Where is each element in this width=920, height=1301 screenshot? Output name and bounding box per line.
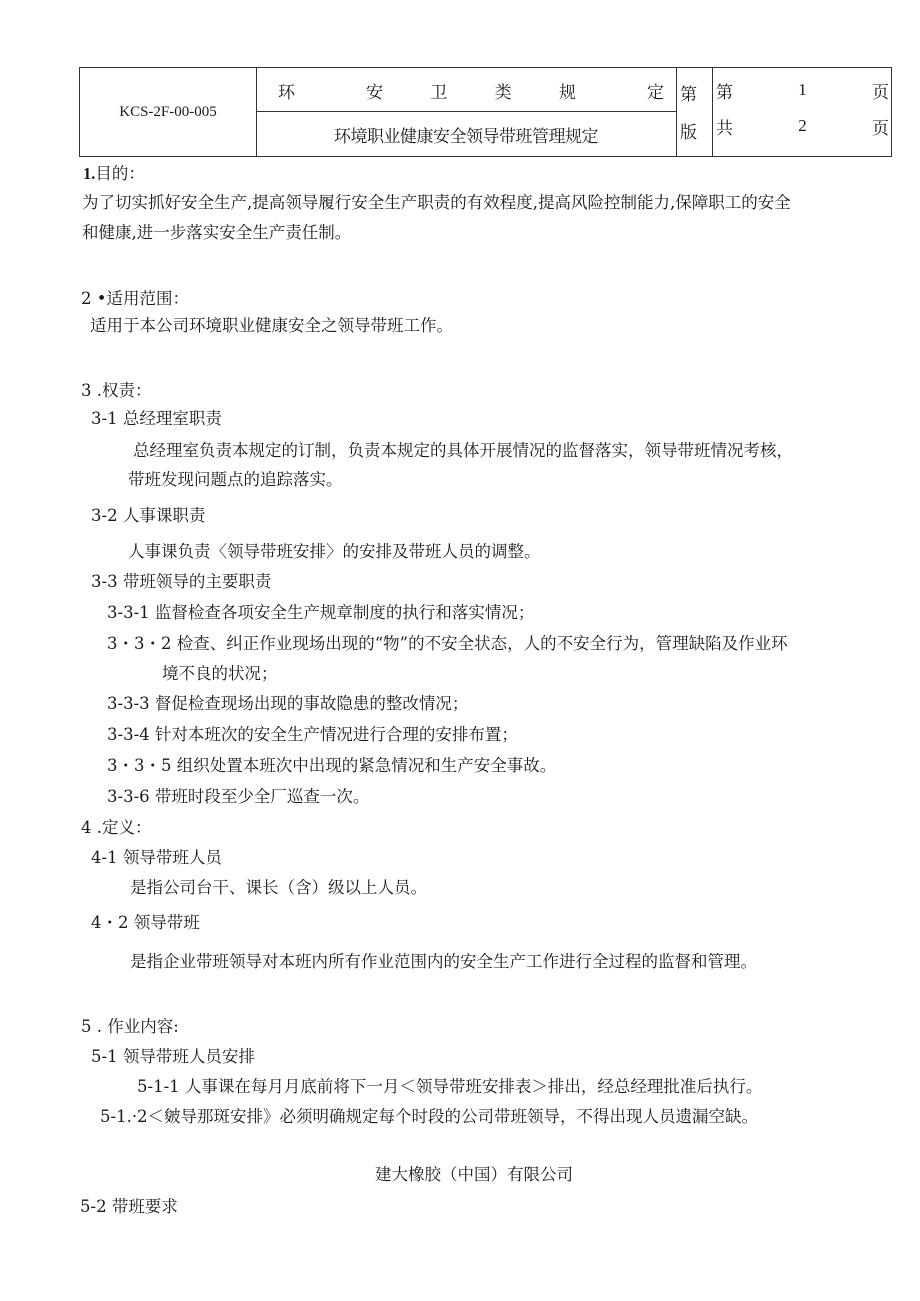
company-footer: 建大橡胶（中国）有限公司 bbox=[375, 1165, 573, 1184]
category-char: 类 bbox=[494, 82, 512, 103]
category-char: 安 bbox=[365, 82, 383, 103]
category-char: 规 bbox=[558, 82, 576, 103]
page-label: 第 bbox=[716, 82, 733, 102]
document-header-table bbox=[79, 67, 892, 157]
list-item: 5-1.·2＜皴导那斑安排》必须明确规定每个时段的公司带班领导，不得出现人员遗漏空缺。 bbox=[100, 1107, 759, 1126]
document-title: 环境职业健康安全领导带班管理规定 bbox=[334, 126, 598, 147]
subsection-heading: 5-2 带班要求 bbox=[80, 1197, 178, 1216]
section-1-heading bbox=[83, 163, 145, 185]
page-value: 2 bbox=[798, 116, 807, 135]
list-item: 3・3・5 组织处置本班次中出现的紧急情况和生产安全事故。 bbox=[107, 756, 557, 775]
subsection-heading: 3-2 人事课职责 bbox=[91, 506, 206, 525]
subsection-heading: 5-1 领导带班人员安排 bbox=[91, 1047, 255, 1066]
paragraph: 总经理室负责本规定的订制，负责本规定的具体开展情况的监督落实，领导带班情况考核， bbox=[133, 441, 793, 460]
paragraph: 带班发现问题点的追踪落实。 bbox=[128, 470, 343, 489]
list-item: 3-3-4 针对本班次的安全生产情况进行合理的安排布置； bbox=[107, 725, 518, 744]
subsection-heading: 4-1 领导带班人员 bbox=[91, 848, 222, 867]
version-label: 版 bbox=[680, 123, 697, 143]
page-label: 页 bbox=[872, 118, 889, 138]
document-category bbox=[256, 68, 676, 112]
section-title: 目的： bbox=[95, 164, 145, 183]
page-label: 页 bbox=[872, 82, 889, 102]
paragraph: 是指企业带班领导对本班内所有作业范围内的安全生产工作进行全过程的监督和管理。 bbox=[130, 952, 757, 971]
list-item: 3-3-1 监督检查各项安全生产规章制度的执行和落实情况； bbox=[107, 603, 535, 622]
version-cell bbox=[676, 68, 712, 156]
document-code: KCS-2F-00-005 bbox=[119, 103, 217, 120]
subsection-heading: 4・2 领导带班 bbox=[91, 913, 200, 932]
category-char: 卫 bbox=[430, 82, 448, 103]
subsection-heading: 3-1 总经理室职责 bbox=[91, 409, 222, 428]
list-item: 3-3-6 带班时段至少全厂巡查一次。 bbox=[107, 787, 370, 806]
list-item: 3-3-3 督促检查现场出现的事故隐患的整改情况； bbox=[107, 694, 469, 713]
paragraph: 人事课负责〈领导带班安排〉的安排及带班人员的调整。 bbox=[128, 542, 541, 561]
section-5-heading: 5 . 作业内容: bbox=[81, 1017, 179, 1036]
subsection-heading: 3-3 带班领导的主要职责 bbox=[91, 572, 272, 591]
section-number: 1. bbox=[83, 164, 96, 183]
list-item: 5-1-1 人事课在每月月底前将下一月＜领导带班安排表＞排出，经总经理批准后执行。 bbox=[137, 1077, 763, 1096]
section-3-heading: 3 .权责： bbox=[81, 381, 152, 400]
page-total bbox=[712, 104, 891, 148]
version-label: 第 bbox=[680, 85, 697, 105]
paragraph: 为了切实抓好安全生产,提高领导履行安全生产职责的有效程度,提高风险控制能力,保障职工的安全 bbox=[82, 193, 791, 212]
category-char: 环 bbox=[278, 82, 295, 103]
category-char: 定 bbox=[646, 82, 664, 103]
section-2-heading: 2 •适用范围： bbox=[81, 289, 189, 308]
paragraph: 是指公司台干、课长（含）级以上人员。 bbox=[130, 878, 427, 897]
list-item: 3・3・2 检查、纠正作业现场出现的“物”的不安全状态，人的不安全行为，管理缺陷及作业环 bbox=[107, 634, 788, 653]
section-4-heading: 4 .定义： bbox=[81, 818, 152, 837]
paragraph: 和健康,进一步落实安全生产责任制。 bbox=[82, 223, 352, 242]
paragraph: 适用于本公司环境职业健康安全之领导带班工作。 bbox=[90, 316, 453, 335]
list-item-continuation: 境不良的状况； bbox=[162, 664, 278, 683]
page-label: 共 bbox=[716, 118, 733, 138]
page-value: 1 bbox=[798, 80, 807, 99]
